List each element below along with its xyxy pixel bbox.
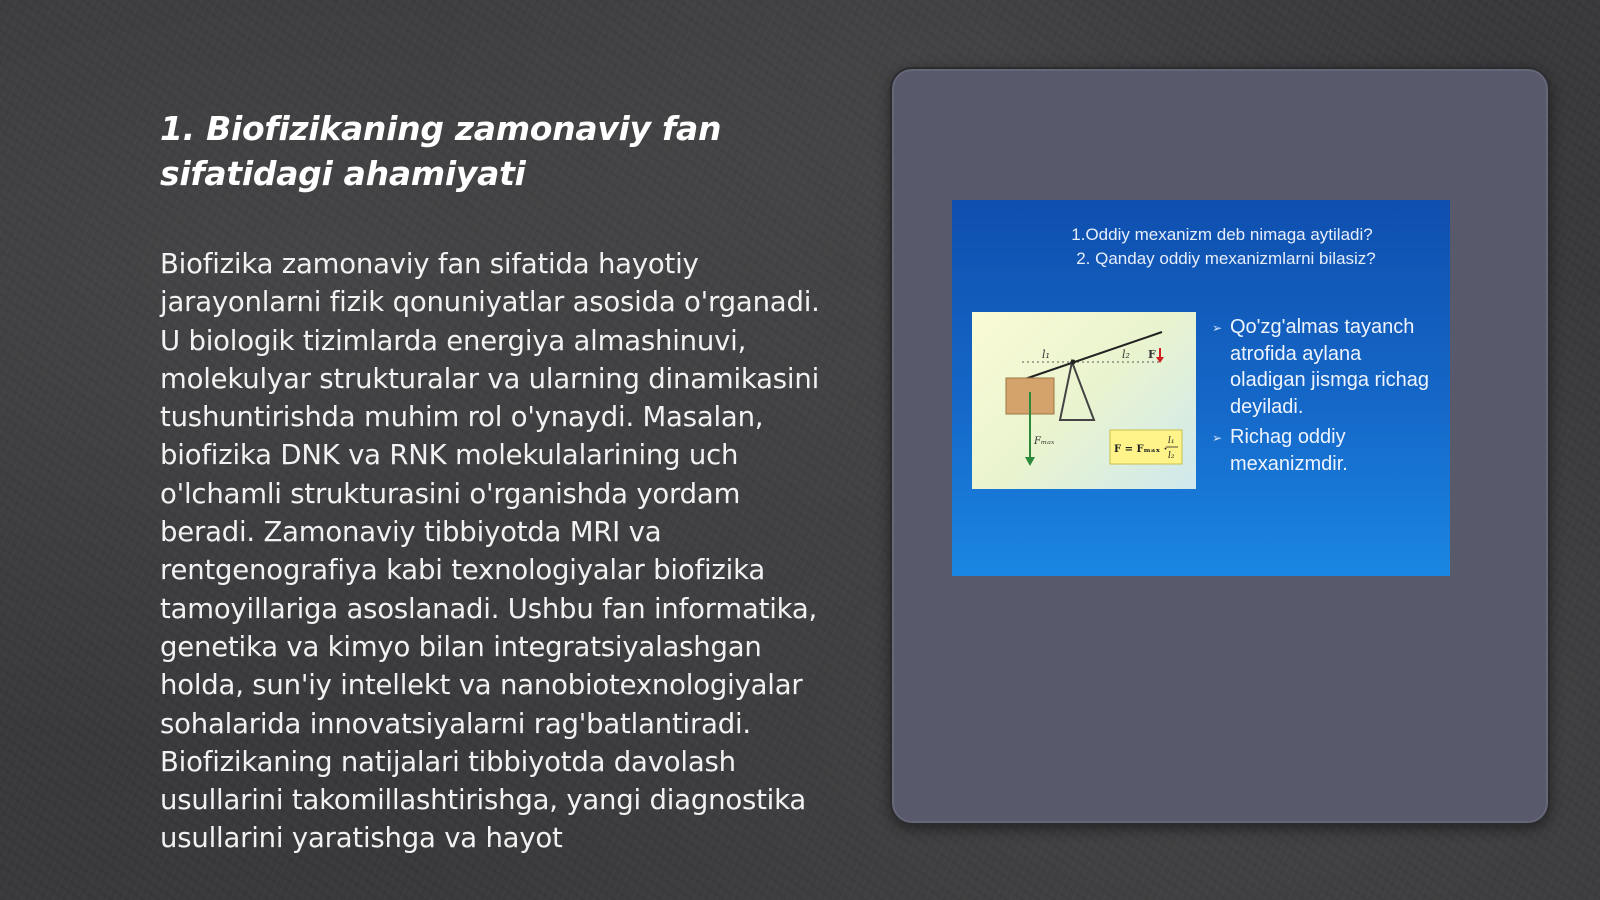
arrow-bullet-icon: ➢ [1212, 431, 1223, 445]
pivot-point [1071, 360, 1076, 365]
weight-arrow-head [1025, 457, 1035, 466]
label-weight: Fₘₐₓ [1034, 436, 1055, 447]
fulcrum-shape [1060, 362, 1094, 420]
arrow-bullet-icon: ➢ [1212, 321, 1223, 335]
embedded-slide-image [952, 200, 1450, 576]
formula-numerator: l₁ [1168, 436, 1175, 446]
lever-diagram [972, 312, 1196, 489]
image-frame [890, 67, 1550, 825]
embedded-bullet-text: Qo'zg'almas tayanch atrofida aylana oladigan jismga richag deyiladi. [1230, 316, 1430, 418]
embedded-question-2: 2. Qanday oddiy mexanizmlarni bilasiz? [1076, 249, 1376, 268]
embedded-question-1: 1.Oddiy mexanizm deb nimaga aytiladi? [1071, 225, 1373, 244]
embedded-bullet-text: Richag oddiy mexanizmdir. [1230, 426, 1348, 475]
slide-body-text: Biofizika zamonaviy fan sifatida hayotiy jarayonlarni fizik qonuniyatlar asosida o'rganadi. U biologik tizimlarda energiya almashinuvi, molekulyar strukturalar va ularning dinamikasini tushuntirishda muhim rol o'ynaydi. Masalan, biofizika DNK va RNK molekulalarining uch o'lchamli strukturasini o'rganishda yordam beradi. Zamonaviy tibbiyotda MRI va rentgenografiya kabi texnologiyalar biofizika tamoyillariga asoslanadi. Ushbu fan informatika, genetika va kimyo bilan integratsiyalashgan holda, sun'iy intellekt va nanobiotexnologiyalar sohalarida innovatsiyalarni rag'batlantiradi. Biofizikaning natijalari tibbiyotda davolash usullarini takomillashtirishga, yangi diagnostika usullarini yaratishga va hayot [160, 248, 820, 855]
lever-diagram-svg [972, 312, 1196, 489]
formula-denominator: l₂ [1168, 451, 1175, 461]
label-l1: l₁ [1042, 348, 1050, 361]
embedded-bullet-item [1212, 424, 1442, 477]
embedded-bullet-item [1212, 314, 1442, 420]
embedded-bullet-list [1212, 314, 1442, 481]
slide-title: 1. Biofizikaning zamonaviy fan sifatidagi ahamiyati [160, 109, 722, 193]
label-l2: l₂ [1122, 348, 1130, 361]
label-force: F [1148, 348, 1156, 361]
formula-text: F = Fₘₐₓ · [1114, 444, 1168, 455]
